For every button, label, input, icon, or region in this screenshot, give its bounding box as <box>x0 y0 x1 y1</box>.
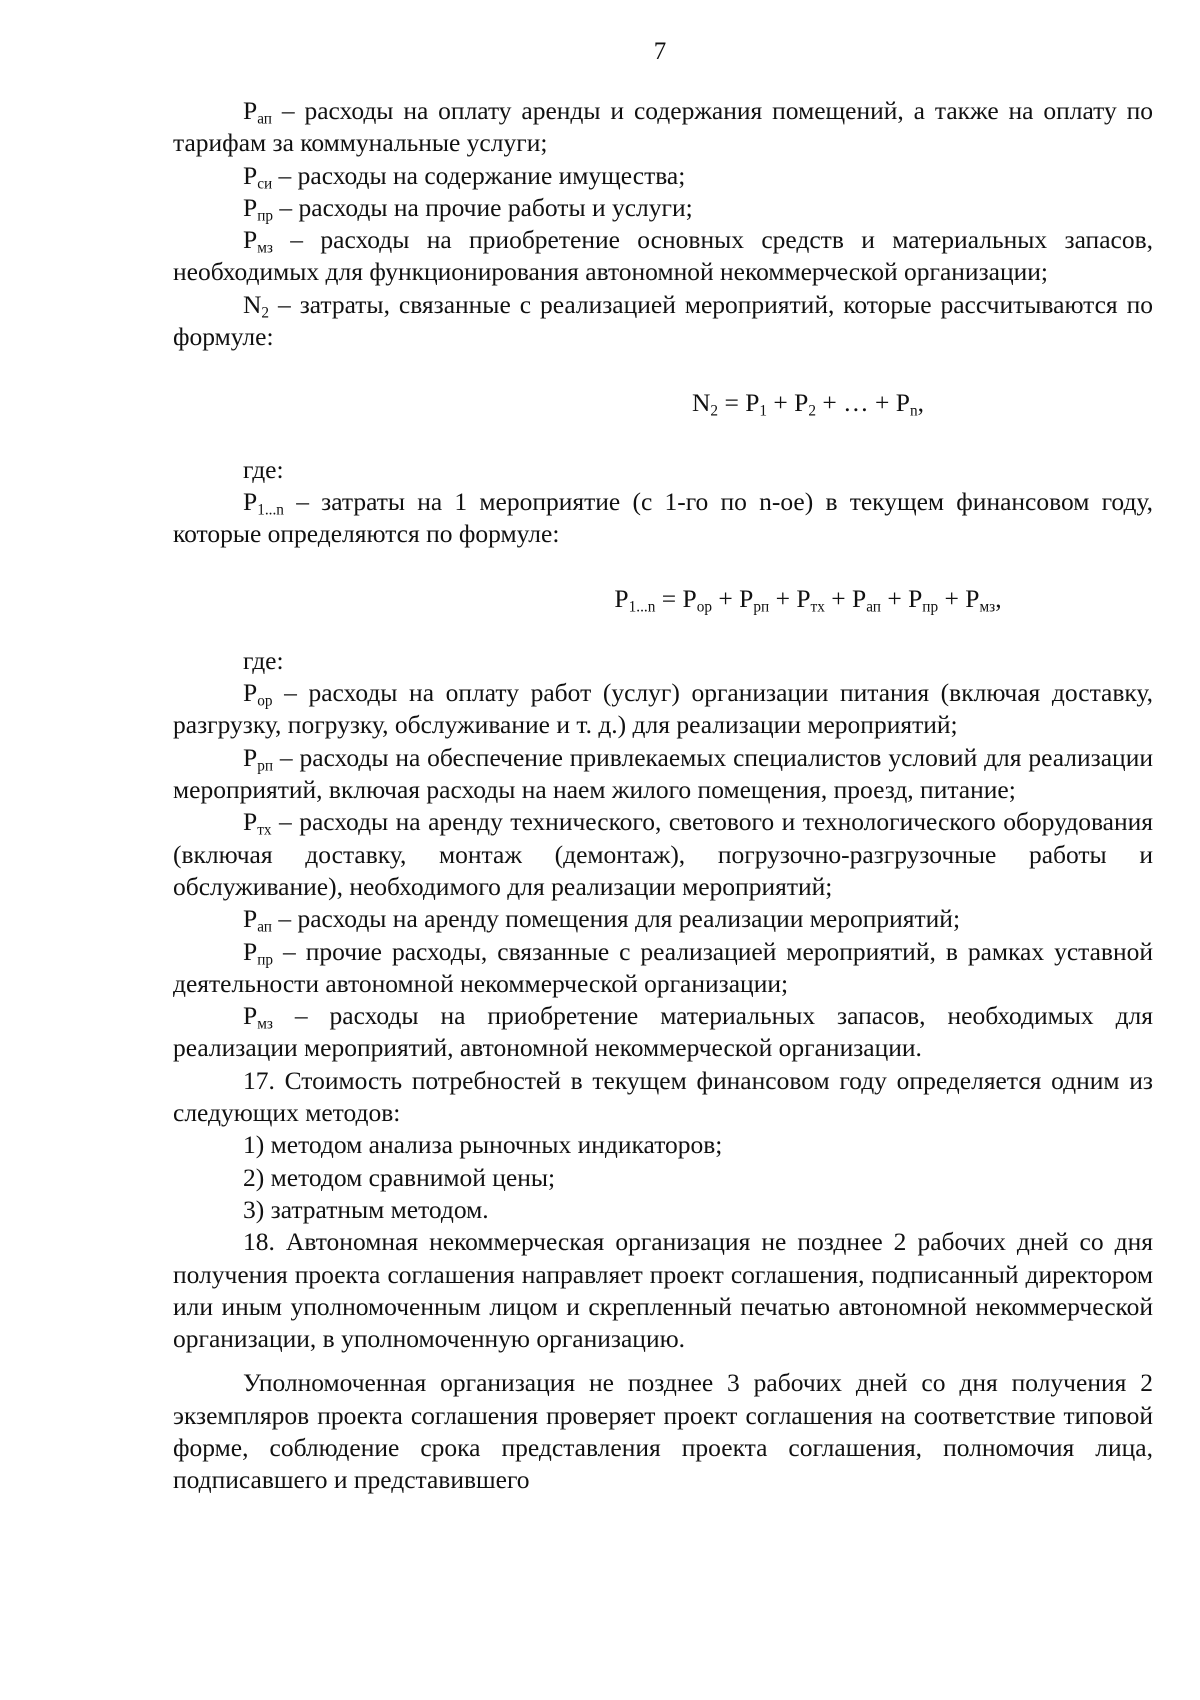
page-number: 7 <box>653 38 667 65</box>
formula-n2: $N_2 = P_1 + P_2$ + … + $P_n$, <box>691 388 925 420</box>
definition-p-mz: $P_{мз}$ – расходы на приобретение основных средств и материальных запасов, необходимых для функционирования автономной некоммерческой организации; <box>173 225 1153 287</box>
definition-p1n: $P_{1...n}$ – затраты на 1 мероприятие (с 1-го по n-ое) в текущем финансовом году, которые определяются по формуле: <box>173 486 1153 549</box>
definition-p-ap: $P_{ап}$ – расходы на оплату аренды и содержания помещений, а также на оплату по тарифам за коммунальные услуги; <box>173 96 1153 158</box>
method-item: 2) методом сравнимой цены; <box>243 1162 556 1192</box>
item-18: 18. Автономная некоммерческая организация не позднее 2 рабочих дней со дня получения проекта соглашения направляет проект соглашения, подписанный директором или иным уполномоченным лицом и скрепленный печатью автономной некоммерческой организации, в уполномоченную организацию. <box>173 1227 1153 1354</box>
document-body <box>173 95 1153 1497</box>
final-paragraph: Уполномоченная организация не позднее 3 рабочих дней со дня получения 2 экземпляров проекта соглашения проверяет проект соглашения на соответствие типовой форме, соблюдение срока представления проекта соглашения, полномочия лица, подписавшего и представившего <box>173 1368 1153 1495</box>
item-17: 17. Стоимость потребностей в текущем финансовом году определяется одним из следующих методов: <box>173 1065 1153 1128</box>
formula-p1n: $P_{1...n} = P_{ор} + P_{рп} + P_{тх} + P_{ап} + P_{пр} + P_{мз}$, <box>614 583 1002 615</box>
definition-p-rp: $P_{рп}$ – расходы на обеспечение привлекаемых специалистов условий для реализации мероприятий, включая расходы на наем жилого помещения, проезд, питание; <box>173 742 1153 805</box>
definition-p-pr: $P_{пр}$ – расходы на прочие работы и услуги; <box>243 192 693 225</box>
definition-p-tx: $P_{тх}$ – расходы на аренду технического, светового и технологического оборудования (включая доставку, монтаж (демонтаж), погрузочно-разгрузочные работы и обслуживание), необходимого для реализации мероприятий; <box>173 807 1153 901</box>
method-item: 3) затратным методом. <box>243 1194 489 1224</box>
definition-p-pr-2: $P_{пр}$ – прочие расходы, связанные с реализацией мероприятий, в рамках уставной деятельности автономной некоммерческой организации; <box>173 936 1153 998</box>
where-label: где: <box>243 645 284 675</box>
where-label: где: <box>243 454 284 484</box>
definition-p-mz-2: $P_{мз}$ – расходы на приобретение материальных запасов, необходимых для реализации мероприятий, автономной некоммерческой организации. <box>173 1001 1153 1063</box>
definition-p-ap-2: $P_{ап}$ – расходы на аренду помещения для реализации мероприятий; <box>243 904 961 936</box>
method-item: 1) методом анализа рыночных индикаторов; <box>243 1130 723 1160</box>
definition-n2: $N_2$ – затраты, связанные с реализацией мероприятий, которые рассчитываются по формуле: <box>173 289 1153 352</box>
definition-p-si: $P_{си}$ – расходы на содержание имущества; <box>243 160 686 192</box>
definition-p-or: $P_{ор}$ – расходы на оплату работ (услуг) организации питания (включая доставку, разгрузку, погрузку, обслуживание и т. д.) для реализации мероприятий; <box>173 678 1153 740</box>
